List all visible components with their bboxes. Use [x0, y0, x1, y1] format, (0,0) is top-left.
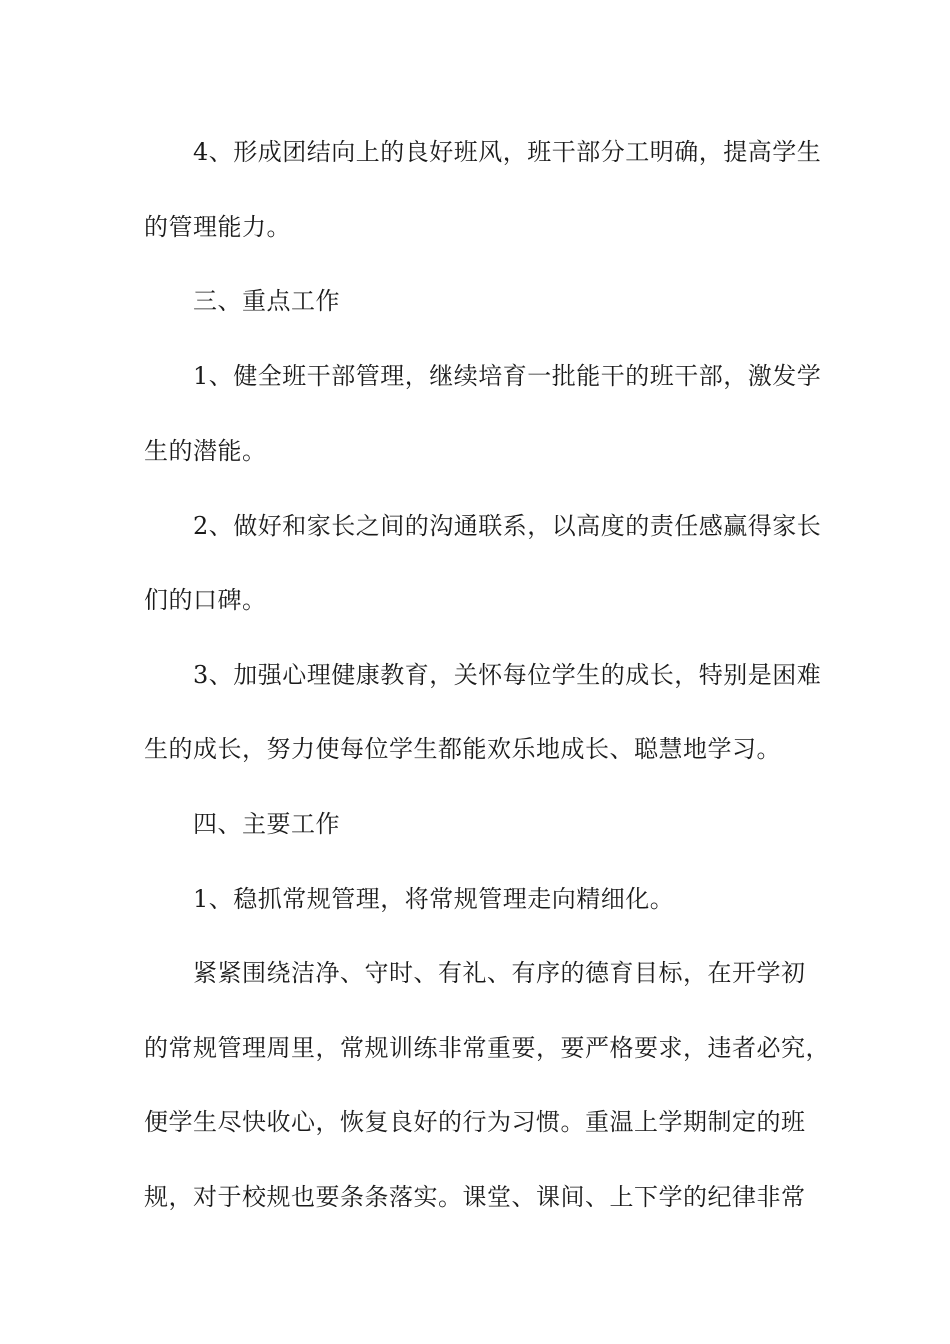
- paragraph-line: 3、加强心理健康教育，关怀每位学生的成长，特别是困难: [193, 661, 822, 689]
- paragraph-line: 2、做好和家长之间的沟通联系，以高度的责任感赢得家长: [193, 512, 822, 540]
- paragraph-line: 1、稳抓常规管理，将常规管理走向精细化。: [193, 885, 675, 913]
- paragraph-line: 便学生尽快收心，恢复良好的行为习惯。重温上学期制定的班: [144, 1108, 806, 1136]
- paragraph-line: 生的成长，努力使每位学生都能欢乐地成长、聪慧地学习。: [144, 735, 781, 763]
- paragraph-line: 们的口碑。: [144, 586, 267, 614]
- paragraph-line: 规，对于校规也要条条落实。课堂、课间、上下学的纪律非常: [144, 1183, 806, 1211]
- paragraph-line: 4、形成团结向上的良好班风，班干部分工明确，提高学生: [193, 138, 822, 166]
- paragraph-line: 生的潜能。: [144, 437, 267, 465]
- paragraph-line: 紧紧围绕洁净、守时、有礼、有序的德育目标，在开学初: [193, 959, 806, 987]
- section-heading: 四、主要工作: [193, 810, 340, 838]
- paragraph-line: 1、健全班干部管理，继续培育一批能干的班干部，激发学: [193, 362, 822, 390]
- paragraph-line: 的常规管理周里，常规训练非常重要，要严格要求，违者必究，: [144, 1034, 830, 1062]
- paragraph-line: 的管理能力。: [144, 213, 291, 241]
- section-heading: 三、重点工作: [193, 287, 340, 315]
